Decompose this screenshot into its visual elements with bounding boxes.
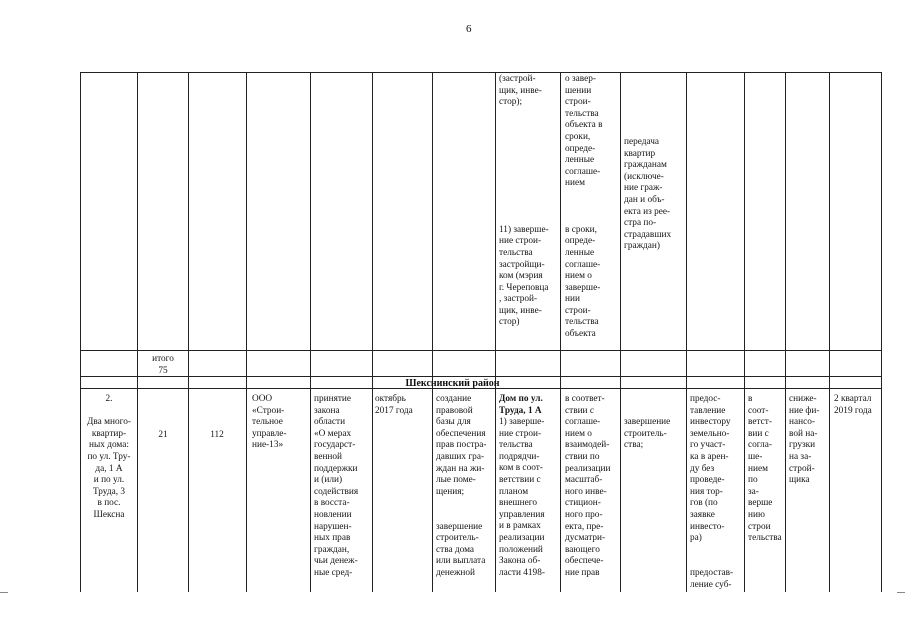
col-divider — [372, 72, 373, 388]
cell-measures: принятие закона области «О мерах государст- венной поддержки и (или) содействия в восста- новлении нарушен- ных прав граждан, чьи денеж- ные сред- — [314, 394, 359, 578]
cell-top-apartment-transfer: передача квартир гражданам (исключе- ние граж- дан и объ- екта из рее- стра по- страдавших граждан) — [624, 137, 672, 252]
scan-edge-mark — [897, 592, 905, 593]
col-divider — [744, 389, 745, 592]
col-divider — [137, 389, 138, 592]
section-title: Шекснинский район — [405, 378, 500, 389]
scan-edge-mark — [0, 592, 8, 593]
page-number: 6 — [466, 23, 472, 35]
col-divider — [620, 72, 621, 388]
col-divider — [686, 389, 687, 592]
cell-top-executors: (застрой- щик, инве- стор); 11) заверше- ние строи- тельства застройщи- ком (мэрия г. Череповца , застрой- щик, инве- стор) — [499, 74, 549, 328]
col-divider — [560, 72, 561, 388]
col-divider — [80, 72, 81, 592]
row-divider — [80, 350, 881, 351]
row-divider — [80, 376, 881, 377]
col-divider — [829, 72, 830, 388]
cell-address-title: Дом по ул. Труда, 1 А — [499, 394, 543, 416]
col-divider — [686, 72, 687, 388]
cell-support: предос- тавление инвестору земельно- го участ- ка в арен- ду без проведе- ния тор- гов (по заявке инвесто- ра) предостав- ление суб- — [690, 394, 734, 590]
col-divider — [560, 389, 561, 592]
col-divider — [495, 389, 496, 592]
col-divider — [785, 389, 786, 592]
col-divider — [495, 72, 496, 388]
col-divider — [881, 72, 882, 592]
cell-total-label: итого 75 — [152, 354, 174, 376]
cell-address-steps: 1) заверше- ние строи- тельства подрядчи- ком в соот- ветствии с планом внешнего управления и в рамках реализации положений Закона об- ласти 4198- — [499, 417, 545, 578]
cell-value-1: 21 — [158, 430, 168, 440]
col-divider — [432, 72, 433, 388]
cell-goal: создание правовой базы для обеспечения прав постра- давших гра- ждан на жи- лые поме- щения; завершение строитель- ства дома или выплата денежной — [436, 394, 487, 578]
col-divider — [188, 389, 189, 592]
col-divider — [188, 72, 189, 388]
col-divider — [246, 389, 247, 592]
col-divider — [432, 389, 433, 592]
col-divider — [246, 72, 247, 388]
cell-top-deadline-terms: о завер- шении строи- тельства объекта в сроки, опреде- ленные соглаше- нием в сроки, опреде- ленные соглаше- нием о заверше- нии строи- тельства объекта — [565, 74, 603, 340]
col-divider — [310, 72, 311, 388]
col-divider — [785, 72, 786, 388]
cell-terms: в соответ- ствии с соглаше- нием о взаимодей- ствии по реализации масштаб- ного инве- стицион- ного про- екта, пре- дусматри- вающего обеспече- ние прав — [565, 394, 611, 578]
cell-reduction: сниже- ние фи- нансо- вой на- грузки на за- строй- щика — [789, 394, 820, 486]
col-divider — [620, 389, 621, 592]
col-divider — [137, 72, 138, 388]
col-divider — [829, 389, 830, 592]
cell-deadline: 2 квартал 2019 года — [834, 394, 872, 416]
cell-value-2: 112 — [210, 430, 224, 440]
cell-result: завершение строитель- ства; — [624, 417, 671, 451]
col-divider — [372, 389, 373, 592]
cell-object-name: 2. Два много- квартир- ных дома: по ул. Тру- да, 1 А и по ул. Труда, 3 в пос. Шексна — [87, 394, 131, 520]
table-top-border — [80, 72, 881, 73]
col-divider — [744, 72, 745, 388]
col-divider — [310, 389, 311, 592]
cell-compliance: в соот- ветст- вии с согла- ше- нием по за- верше нию строи тельства — [748, 394, 782, 544]
cell-date: октябрь 2017 года — [375, 394, 413, 416]
cell-developer: ООО «Строи- тельное управле- ние-13» — [252, 394, 287, 451]
